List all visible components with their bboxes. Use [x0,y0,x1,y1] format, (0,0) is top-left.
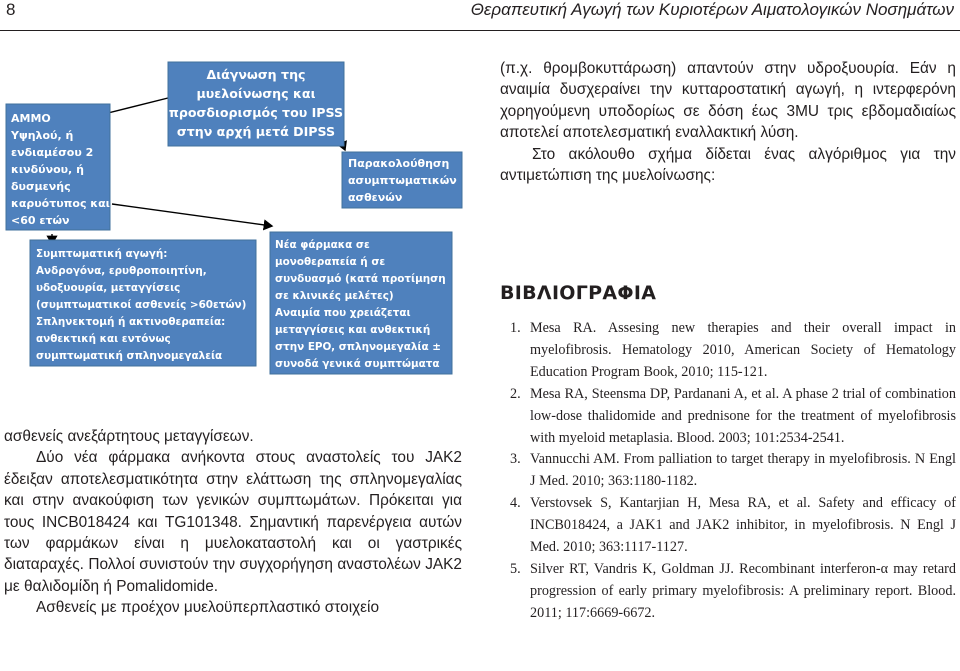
monitoring-line-2: ασυμπτωματικών [348,174,457,187]
page-number: 8 [6,0,16,19]
reference-number: 3. [510,451,521,468]
algorithm-diagram [0,54,470,376]
right-column-text [500,58,956,186]
header-rule [0,30,960,31]
symptomatic-line-3: υδοξυουρία, μεταγγίσεις [36,282,181,294]
diagnosis-box [168,62,344,146]
left-column-text [4,426,462,619]
new-drugs-line-4: σε κλινικές μελέτες) [275,290,394,302]
reference-item [510,559,956,625]
reference-number: 5. [510,560,521,577]
reference-text: Vannucchi AM. From palliation to target therapy in myelofibrosis. N Engl J Med. 2010; 363:1180-1182. [530,451,956,490]
reference-text: Mesa RA, Steensma DP, Pardanani A, et al. A phase 2 trial of combination low-dose thalidomide and prednisone for the treatment of myelofibrosis with myeloid metaplasia. Blood. 2003; 101:2534-2541. [530,385,956,446]
reference-number: 4. [510,495,521,512]
paragraph-transfusion-continued: ασθενείς ανεξάρτητους μεταγγίσεων. [4,428,254,445]
reference-item [510,449,956,493]
symptomatic-line-7: συμπτωματική σπληνομεγαλεία [36,350,223,362]
high-risk-line-2: Υψηλού, ή [11,129,74,142]
new-drugs-line-2: μονοθεραπεία ή σε [275,256,386,268]
monitoring-box [342,152,462,208]
paragraph-myeloproliferative: Ασθενείς με προέχον μυελοϋπερπλαστικό στοιχείο [36,599,380,617]
high-risk-line-6: καρυότυπος και [11,197,110,210]
paragraph-interferon: (π.χ. θρομβοκυττάρωση) απαντούν στην υδροξυουρία. Εάν η αναιμία δυσχεραίνει την κυτταροστατική αγωγή, η ιντερφερόνη χορηγούμενη υποδορίως σε δόση έως 3MU τρις εβδομαδιαίως αποτελεί αποτελεσματική εναλλακτική λύση. [500,60,956,142]
new-drugs-box [270,232,452,374]
diagnosis-line-3: προσδιορισμός του IPSS [168,105,344,120]
diagnosis-line-1: Διάγνωση της [206,67,306,82]
symptomatic-line-5: Σπληνεκτομή ή ακτινοθεραπεία: [36,316,226,328]
high-risk-line-5: δυσμενής [11,180,71,193]
new-drugs-line-6: μεταγγίσεις και ανθεκτική [275,324,431,336]
reference-number: 2. [510,385,521,402]
new-drugs-line-7: στην EPO, σπληνομεγαλία ± [275,341,441,353]
paragraph-algorithm-intro: Στο ακόλουθο σχήμα δίδεται ένας αλγόριθμος για την αντιμετώπιση της μυελοίνωσης: [500,145,956,185]
symptomatic-line-2: Ανδρογόνα, ερυθροποιητίνη, [36,265,207,277]
reference-number: 1. [510,320,521,336]
symptomatic-line-4: (συμπτωματικοί ασθενείς >60ετών) [36,299,247,311]
symptomatic-line-6: ανθεκτική και εντόνως [36,333,171,345]
high-risk-line-1: ΑΜΜΟ [11,112,51,125]
high-risk-box [6,104,110,230]
reference-text: Mesa RA. Assesing new therapies and their overall impact in myelofibrosis. Hematology 2010, American Society of Hematology Education Program Book, 2010; 115-121. [530,320,956,380]
reference-text: Verstovsek S, Kantarjian H, Mesa RA, et al. Safety and efficacy of INCB018424, a JAK1 and JAK2 inhibitor, in myelofibrosis. N Engl J Med. 2010; 363:1117-1127. [530,495,956,556]
diagnosis-line-2: μυελοίνωσης και [196,86,316,101]
monitoring-line-3: ασθενών [348,191,403,204]
running-header [0,0,960,36]
monitoring-line-1: Παρακολούθηση [348,157,450,170]
new-drugs-line-1: Νέα φάρμακα σε [275,239,370,251]
reference-item [510,318,956,384]
bibliography-heading: ΒΙΒΛΙΟΓΡΑΦΙΑ [500,282,657,304]
new-drugs-line-5: Αναιμία που χρειάζεται [275,307,411,319]
high-risk-line-7: <60 ετών [11,214,70,227]
reference-item [510,493,956,559]
reference-item [510,384,956,450]
symptomatic-line-1: Συμπτωματική αγωγή: [36,248,168,260]
running-title: Θεραπευτική Αγωγή των Κυριοτέρων Αιματολογικών Νοσημάτων [470,0,954,19]
high-risk-line-4: κινδύνου, ή [11,163,84,176]
arrow-left-to-bottom-right [112,204,272,226]
diagnosis-line-4: στην αρχή μετά DIPSS [176,124,336,139]
new-drugs-line-8: συνοδά γενικά συμπτώματα [275,358,440,370]
symptomatic-treatment-box [30,240,256,366]
treatment-algorithm-figure [0,54,470,376]
reference-list [510,318,956,625]
reference-text: Silver RT, Vandris K, Goldman JJ. Recombinant interferon-α may retard progression of early primary myelofibrosis: A preliminary report. Blood. 2011; 117:6669-6672. [530,560,956,621]
high-risk-line-3: ενδιαμέσου 2 [11,146,94,159]
new-drugs-line-3: συνδυασμό (κατά προτίμηση [275,273,446,285]
paragraph-jak2-inhibitors: Δύο νέα φάρμακα ανήκοντα στους αναστολείς του JAK2 έδειξαν αποτελεσματικότητα στην ελάττωση της σπληνομεγαλίας και στην ανακούφιση των γενικών συμπτωμάτων. Πρόκειται για τους INCB018424 και TG101348. Σημαντική παρενέργεια αυτών των φαρμάκων είναι η μυελοκαταστολή και οι γαστρικές διαταραχές. Πολλοί συνιστούν την συγχορήγηση αναστολέων JAK2 με θαλιδομίδη ή Pomalidomide. [4,449,462,595]
